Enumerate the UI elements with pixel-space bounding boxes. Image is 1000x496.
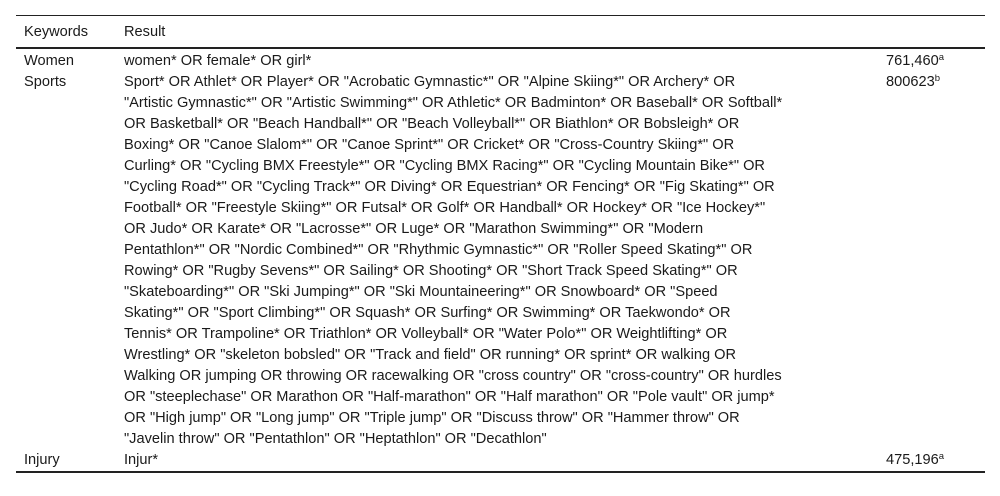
header-result: Result: [124, 23, 166, 40]
table-row-women: [16, 48, 985, 72]
search-strategy-table: [16, 15, 985, 473]
header-count: [878, 16, 985, 49]
count-value: 800623: [886, 74, 935, 90]
keyword-cell: Women: [24, 53, 75, 69]
table-row-sports: [16, 72, 985, 450]
query-cell: Sport* OR Athlet* OR Player* OR "Acrobatic Gymnastic*" OR "Alpine Skiing*" OR Archery* OR "Artistic Gymnastic*" OR "Artistic Swimming*" OR Athletic* OR Badminton* OR Baseball* OR Softball* OR Basketball* OR "Beach Handball*" OR "Beach Volleyball*" OR Biathlon* OR Bobsleigh* OR Boxing* OR "Canoe Slalom*" OR "Canoe Sprint*" OR Cricket* OR "Cross-Country Skiing*" OR Curling* OR "Cycling BMX Freestyle*" OR "Cycling BMX Racing*" OR "Cycling Mountain Bike*" OR "Cycling Road*" OR "Cycling Track*" OR Diving* OR Equestrian* OR Fencing* OR "Fig Skating*" OR Football* OR "Freestyle Skiing*" OR Futsal* OR Golf* OR Handball* OR Hockey* OR "Ice Hockey*" OR Judo* OR Karate* OR "Lacrosse*" OR Luge* OR "Marathon Swimming*" OR "Modern Pentathlon*" OR "Nordic Combined*" OR "Rhythmic Gymnastic*" OR "Roller Speed Skating*" OR Rowing* OR "Rugby Sevens*" OR Sailing* OR Shooting* OR "Short Track Speed Skating*" OR "Skateboarding*" OR "Ski Jumping*" OR "Ski Mountaineering*" OR Snowboard* OR "Speed Skating*" OR "Sport Climbing*" OR Squash* OR Surfing* OR Swimming* OR Taekwondo* OR Tennis* OR Trampoline* OR Triathlon* OR Volleyball* OR "Water Polo*" OR Weightlifting* OR Wrestling* OR "skeleton bobsled" OR "Track and field" OR running* OR sprint* OR walking OR Walking OR jumping OR throwing OR racewalking OR "cross country" OR "cross-country" OR hurdles OR "steeplechase" OR Marathon OR "Half-marathon" OR "Half marathon" OR "Pole vault" OR jump* OR "High jump" OR "Long jump" OR "Triple jump" OR "Discuss throw" OR "Hammer throw" OR "Javelin throw" OR "Pentathlon" OR "Heptathlon" OR "Decathlon": [124, 74, 783, 447]
count-value: 475,196: [886, 452, 939, 468]
keyword-cell: Sports: [24, 74, 67, 90]
footnote-marker: a: [938, 451, 945, 462]
header-keywords: Keywords: [24, 23, 89, 40]
count-cell: [878, 72, 985, 450]
count-cell: [878, 450, 985, 472]
query-cell: Injur*: [124, 452, 159, 468]
count-cell: [878, 48, 985, 72]
table-header-row: [16, 16, 985, 49]
footnote-marker: b: [934, 73, 940, 84]
footnote-marker: a: [938, 52, 945, 63]
query-cell: women* OR female* OR girl*: [124, 53, 312, 69]
table-row-injury: [16, 450, 985, 472]
keyword-cell: Injury: [24, 452, 60, 468]
count-value: 761,460: [886, 53, 939, 69]
search-strategy-table-container: [16, 15, 985, 473]
